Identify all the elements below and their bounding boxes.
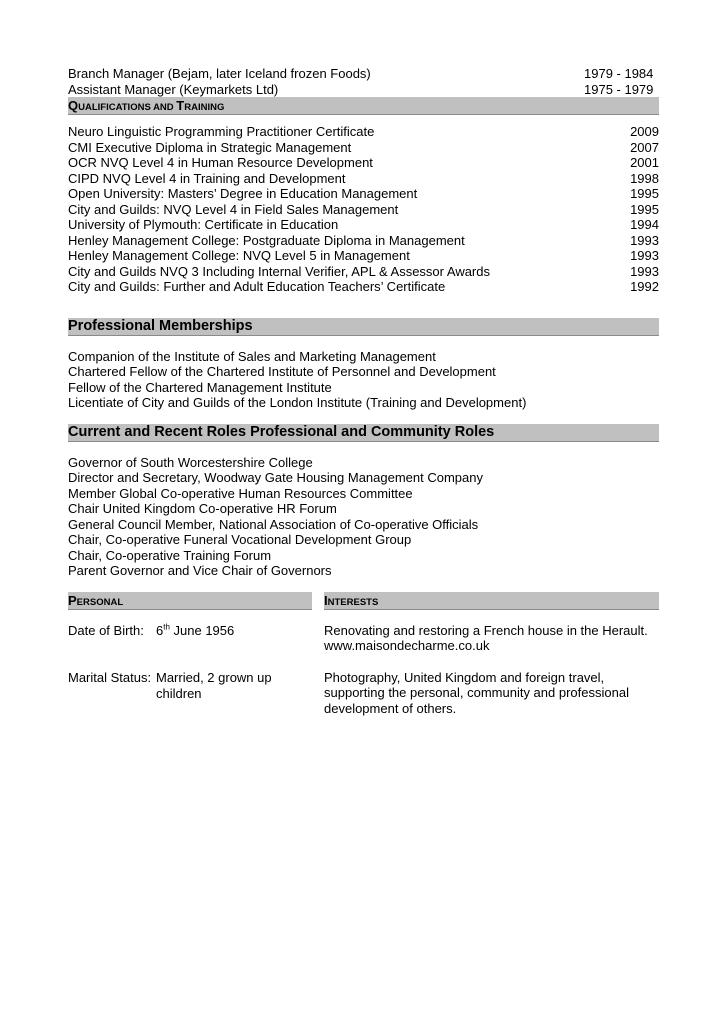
qualification-year: 2009 — [630, 124, 659, 139]
qualification-year: 1998 — [630, 170, 659, 186]
role-item: Governor of South Worcestershire College — [68, 454, 313, 470]
qualification-title: CIPD NVQ Level 4 in Training and Development — [68, 170, 346, 186]
qualification-title: University of Plymouth: Certificate in Education — [68, 217, 339, 232]
interests-heading: INTERESTS — [324, 592, 659, 610]
interests-column — [324, 592, 659, 717]
qualification-row — [68, 217, 659, 233]
qualification-year: 2001 — [630, 155, 659, 170]
interest-item: Photography, United Kingdom and foreign travel, supporting the personal, community and professional development of others. — [324, 669, 629, 716]
marital-status — [68, 670, 312, 701]
website-link[interactable]: www.maisondecharme.co.uk — [324, 638, 490, 653]
qualification-title: City and Guilds NVQ 3 Including Internal Verifier, APL & Assessor Awards — [68, 263, 490, 279]
qualification-year: 1995 — [630, 186, 659, 201]
qualification-row — [68, 279, 659, 295]
employment-years: 1979 - 1984 — [584, 66, 654, 81]
membership-item: Companion of the Institute of Sales and Marketing Management — [68, 348, 436, 364]
qualifications-list — [68, 124, 659, 295]
employment-years: 1975 - 1979 — [584, 81, 654, 97]
membership-item: Fellow of the Chartered Management Institute — [68, 379, 332, 395]
dob-label: Date of Birth: — [68, 622, 144, 638]
role-item: Chair, Co-operative Training Forum — [68, 547, 272, 563]
qualification-row — [68, 140, 659, 156]
personal-column — [68, 592, 312, 717]
qualification-title: Open University: Masters’ Degree in Education Management — [68, 186, 418, 201]
qualification-year: 2007 — [630, 139, 659, 155]
roles-heading: Current and Recent Roles Professional and Community Roles — [68, 424, 659, 442]
employment-role: Assistant Manager (Keymarkets Ltd) — [68, 81, 279, 97]
dob-value: 6th June 1956 — [156, 622, 235, 638]
qualification-row — [68, 248, 659, 264]
employment-row — [68, 82, 659, 98]
personal-interests-section — [68, 592, 659, 717]
membership-item: Chartered Fellow of the Chartered Institute of Personnel and Development — [68, 364, 496, 379]
role-item: General Council Member, National Association of Co-operative Officials — [68, 516, 479, 532]
role-item: Chair, Co-operative Funeral Vocational Development Group — [68, 532, 412, 547]
qualification-row — [68, 124, 659, 140]
qualification-year: 1993 — [630, 248, 659, 263]
qualification-title: Henley Management College: Postgraduate Diploma in Management — [68, 232, 465, 248]
qualification-row — [68, 233, 659, 249]
employment-list — [68, 66, 659, 97]
membership-item: Licentiate of City and Guilds of the London Institute (Training and Development) — [68, 395, 527, 410]
qualification-year: 1992 — [630, 279, 659, 294]
employment-role: Branch Manager (Bejam, later Iceland frozen Foods) — [68, 66, 371, 81]
qualification-title: Henley Management College: NVQ Level 5 in Management — [68, 248, 410, 263]
date-of-birth — [68, 623, 312, 639]
qualification-row — [68, 171, 659, 187]
qualification-title: City and Guilds: NVQ Level 4 in Field Sales Management — [68, 201, 399, 217]
qualification-year: 1994 — [630, 217, 659, 232]
qualification-title: City and Guilds: Further and Adult Education Teachers’ Certificate — [68, 279, 446, 294]
role-item: Director and Secretary, Woodway Gate Housing Management Company — [68, 470, 483, 485]
qualification-year: 1993 — [630, 263, 659, 279]
qualification-row — [68, 155, 659, 171]
employment-row — [68, 66, 659, 82]
personal-heading: PERSONAL — [68, 592, 312, 610]
qualification-title: OCR NVQ Level 4 in Human Resource Development — [68, 155, 373, 170]
memberships-list — [68, 349, 659, 411]
qualification-year: 1995 — [630, 201, 659, 217]
qualification-row — [68, 202, 659, 218]
role-item: Member Global Co-operative Human Resources Committee — [68, 485, 413, 501]
qualifications-heading: QUALIFICATIONS AND TRAINING — [68, 97, 659, 115]
qualification-year: 1993 — [630, 232, 659, 248]
roles-list — [68, 455, 659, 579]
qualification-row — [68, 264, 659, 280]
marital-label: Marital Status: — [68, 670, 152, 685]
qualification-title: CMI Executive Diploma in Strategic Management — [68, 139, 352, 155]
qualification-title: Neuro Linguistic Programming Practitioner Certificate — [68, 124, 375, 139]
marital-value: Married, 2 grown up children — [156, 670, 272, 701]
memberships-heading: Professional Memberships — [68, 318, 659, 336]
cv-page — [68, 66, 659, 716]
interest-item: Renovating and restoring a French house in the Herault. www.maisondecharme.co.uk — [324, 623, 659, 654]
qualification-row — [68, 186, 659, 202]
role-item: Chair United Kingdom Co-operative HR Forum — [68, 501, 337, 516]
role-item: Parent Governor and Vice Chair of Governors — [68, 563, 332, 578]
